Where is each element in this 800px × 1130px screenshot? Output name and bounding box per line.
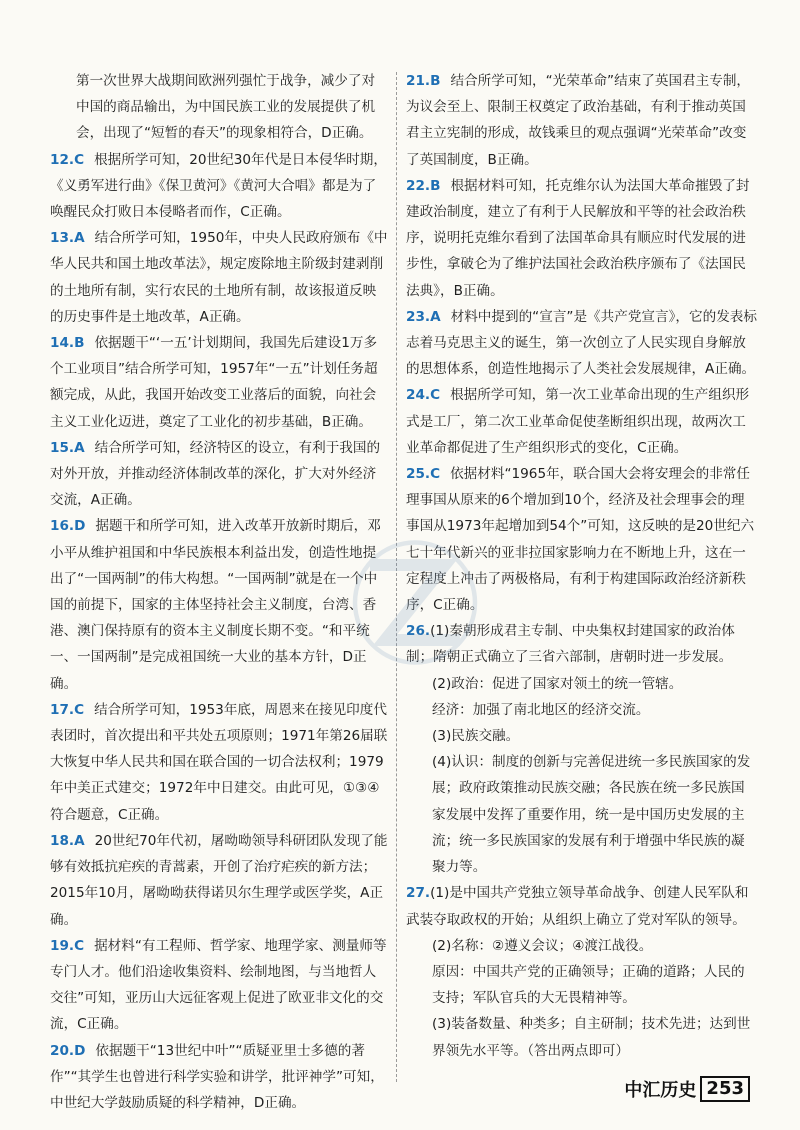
answer-entry bbox=[406, 304, 758, 383]
answer-entry bbox=[50, 828, 388, 933]
answer-text: 据材料“有工程师、哲学家、地理学家、测量师等专门人才。他们沿途收集资料、绘制地图，与当地哲人交往”可知，亚历山大远征客观上促进了欧亚非文化的交流，C正确。 bbox=[50, 937, 387, 1033]
answer-entry bbox=[406, 749, 758, 880]
answer-letter: B bbox=[430, 73, 441, 89]
question-number: 21. bbox=[406, 73, 431, 89]
answer-entry bbox=[406, 697, 758, 723]
answer-letter: C bbox=[74, 701, 85, 718]
answer-letter: A bbox=[430, 308, 441, 325]
answer-entry bbox=[50, 933, 388, 1038]
answer-entry bbox=[406, 173, 758, 304]
answer-entry bbox=[50, 225, 388, 330]
question-number: 12. bbox=[50, 151, 75, 168]
answer-text: 结合所学可知，1950年，中央人民政府颁布《中华人民共和国土地改革法》，规定废除地主阶级封建剥削的土地所有制，实行农民的土地所有制，故该报道反映的历史事件是土地改革，A正确。 bbox=[50, 230, 388, 325]
answer-text: (2)政治：促进了国家对领土的统一管辖。 bbox=[432, 675, 683, 692]
answer-text: 20世纪70年代初，屠呦呦领导科研团队发现了能够有效抵抗疟疾的青蒿素，开创了治疗疟疾的新方法；2015年10月，屠呦呦获得诺贝尔生理学或医学奖，A正确。 bbox=[50, 832, 388, 928]
answer-text: 第一次世界大战期间欧洲列强忙于战争，减少了对中国的商品输出，为中国民族工业的发展提供了机会，出现了“短暂的春天”的现象相符合，D正确。 bbox=[76, 73, 376, 142]
answer-text: 依据题干“13世纪中叶”“质疑亚里士多德的著作”“其学生也曾进行科学实验和讲学，批评神学”可知，中世纪大学鼓励质疑的科学精神，D正确。 bbox=[50, 1042, 384, 1111]
answer-entry bbox=[50, 697, 388, 828]
answer-text: 结合所学可知，经济特区的设立，有利于我国的对外开放，并推动经济体制改革的深化，扩大对外经济交流，A正确。 bbox=[50, 439, 381, 509]
answer-entry bbox=[50, 435, 388, 514]
answer-letter: B bbox=[74, 335, 85, 352]
question-number: 23. bbox=[406, 308, 431, 325]
answer-text: 依据材料“1965年，联合国大会将安理会的非常任理事国从原来的6个增加到10个，经济及社会理事会的理事国从1973年起增加到54个”可知，这反映的是20世纪六七十年代新兴的亚非拉国家影响力在不断地上升，这在一定程度上冲击了两极格局，有利于构建国际政治经济新秩序，C正确。 bbox=[406, 466, 755, 614]
answer-text: (3)民族交融。 bbox=[432, 728, 520, 745]
answer-letter: C bbox=[430, 466, 441, 483]
answer-letter: C bbox=[430, 387, 441, 404]
answer-text: 根据所学可知，第一次工业革命出现的生产组织形式是工厂，第二次工业革命促使垄断组织出现，故两次工业革命都促进了生产组织形式的变化，C正确。 bbox=[406, 387, 750, 456]
answer-text: 根据所学可知，20世纪30年代是日本侵华时期，《义勇军进行曲》《保卫黄河》《黄河大合唱》都是为了唤醒民众打败日本侵略者而作，C正确。 bbox=[50, 151, 387, 221]
answer-letter: A bbox=[74, 230, 85, 247]
answer-text: 原因：中国共产党的正确领导；正确的道路；人民的支持；军队官兵的大无畏精神等。 bbox=[432, 963, 745, 1007]
answer-entry bbox=[406, 382, 758, 461]
answer-letter: A bbox=[74, 439, 85, 456]
answer-entry bbox=[406, 723, 758, 749]
answer-letter: D bbox=[74, 518, 86, 535]
answer-text: 材料中提到的“宣言”是《共产党宣言》，它的发表标志着马克思主义的诞生，第一次创立了人民实现自身解放的思想体系，创造性地揭示了人类社会发展规律，A正确。 bbox=[406, 308, 757, 378]
answer-text: 经济：加强了南北地区的经济交流。 bbox=[432, 701, 650, 718]
answer-letter: C bbox=[74, 151, 85, 168]
answer-entry bbox=[406, 671, 758, 697]
answer-entry bbox=[50, 330, 388, 435]
answer-entry bbox=[406, 880, 758, 932]
question-number: 26. bbox=[406, 623, 431, 640]
publisher-watermark-logo bbox=[340, 520, 490, 670]
answer-text: 结合所学可知，1953年底，周恩来在接见印度代表团时，首次提出和平共处五项原则；1971年第26届联大恢复中华人民共和国在联合国的一切合法权利；1979年中美正式建交；1972年中日建交。由此可见，①③④符合题意，C正确。 bbox=[50, 701, 388, 823]
question-number: 13. bbox=[50, 230, 75, 247]
answer-text: 据题干和所学可知，进入改革开放新时期后，邓小平从维护祖国和中华民族根本利益出发，创造性地提出了“一国两制”的伟大构想。“一国两制”就是在一个中国的前提下，国家的主体坚持社会主义制度，台湾、香港、澳门保持原有的资本主义制度长期不变。“和平统一、一国两制”是完成祖国统一大业的基本方针，D正确。 bbox=[50, 518, 381, 692]
page-footer bbox=[624, 1076, 750, 1102]
question-number: 19. bbox=[50, 937, 75, 954]
answer-entry bbox=[50, 68, 388, 147]
question-number: 25. bbox=[406, 466, 431, 483]
answer-letter: D bbox=[74, 1042, 86, 1059]
footer-subject: 中汇历史 bbox=[624, 1080, 697, 1101]
question-number: 22. bbox=[406, 177, 431, 194]
answer-letter: A bbox=[74, 832, 85, 849]
answer-entry bbox=[50, 1038, 388, 1117]
page-number: 253 bbox=[700, 1076, 750, 1102]
answer-entry bbox=[406, 959, 758, 1011]
question-number: 18. bbox=[50, 832, 75, 849]
answer-text: (4)认识：制度的创新与完善促进统一多民族国家的发展；政府政策推动民族交融；各民族在统一多民族国家发展中发挥了重要作用，统一是中国历史发展的主流；统一多民族国家的发展有利于增强中华民族的凝聚力等。 bbox=[432, 754, 751, 876]
answer-entry bbox=[406, 933, 758, 959]
answer-text: (2)名称：②遵义会议；④渡江战役。 bbox=[432, 937, 653, 954]
answer-text: (1)是中国共产党独立领导革命战争、创建人民军队和武装夺取政权的开始；从组织上确立了党对军队的领导。 bbox=[406, 885, 749, 928]
question-number: 16. bbox=[50, 518, 75, 535]
question-number: 17. bbox=[50, 701, 75, 718]
question-number: 20. bbox=[50, 1042, 75, 1059]
question-number: 15. bbox=[50, 439, 75, 456]
question-number: 14. bbox=[50, 335, 75, 352]
answer-text: 依据题干“‘一五’计划期间，我国先后建设1万多个工业项目”结合所学可知，1957年“一五”计划任务超额完成，从此，我国开始改变工业落后的面貌，向社会主义工业化迈进，奠定了工业化的初步基础，B正确。 bbox=[50, 335, 378, 430]
answer-entry bbox=[50, 513, 388, 696]
answer-entry bbox=[406, 68, 758, 173]
answer-letter: B bbox=[430, 177, 441, 194]
question-number: 24. bbox=[406, 387, 431, 404]
answer-text: (3)装备数量、种类多；自主研制；技术先进；达到世界领先水平等。（答出两点即可） bbox=[432, 1016, 751, 1059]
answer-text: (1)秦朝形成君主专制、中央集权封建国家的政治体制；隋朝正式确立了三省六部制，唐朝时进一步发展。 bbox=[406, 623, 735, 666]
left-column bbox=[50, 68, 388, 1116]
answer-text: 结合所学可知，“光荣革命”结束了英国君主专制，为议会至上、限制王权奠定了政治基础，有利于推动英国君主立宪制的形成，故钱乘旦的观点强调“光荣革命”改变了英国制度，B正确。 bbox=[406, 73, 751, 168]
answer-entry bbox=[50, 147, 388, 226]
answer-entry bbox=[406, 1011, 758, 1063]
answer-text: 根据材料可知，托克维尔认为法国大革命摧毁了封建政治制度，建立了有利于人民解放和平等的社会政治秩序，说明托克维尔看到了法国革命具有顺应时代发展的进步性，拿破仑为了维护法国社会政治秩序颁布了《法国民法典》，B正确。 bbox=[406, 177, 750, 299]
answer-letter: C bbox=[74, 937, 85, 954]
question-number: 27. bbox=[406, 885, 431, 902]
